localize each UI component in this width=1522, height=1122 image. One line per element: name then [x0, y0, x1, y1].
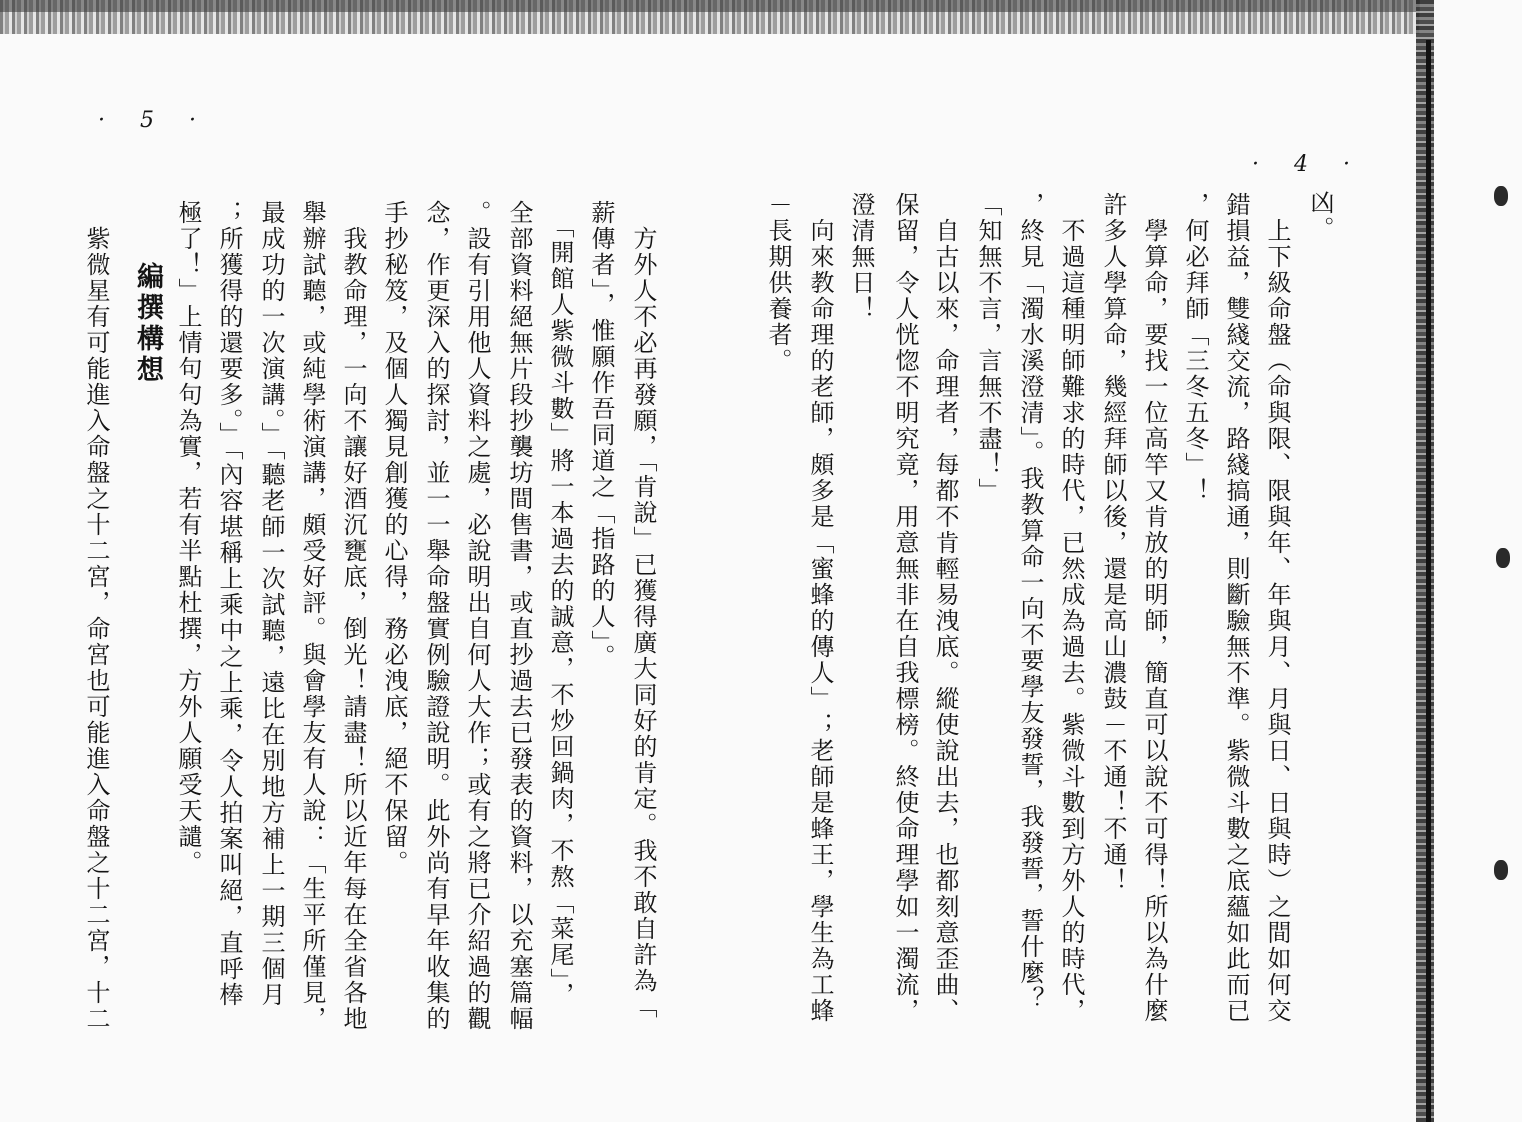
right-binding-edge [1416, 0, 1434, 1122]
text-column: 。設有引用他人資料之處，必說明出自何人大作；或有之將已介紹過的觀 [463, 200, 491, 1032]
top-page-edge-dark [0, 0, 1420, 12]
text-column: 「開館人紫微斗數」將一本過去的誠意，不炒回鍋肉，不熬「菜尾」， [546, 200, 574, 1008]
text-column: ，終見「濁水溪澄清」。我教算命一向不要學友發誓，我發誓，誓什麼？ [1016, 192, 1044, 1012]
page-number-left: · 5 · [98, 108, 210, 133]
ink-speck [1496, 548, 1510, 568]
text-column: 全部資料絕無片段抄襲坊間售書，或直抄過去已發表的資料，以充塞篇幅 [505, 200, 533, 1032]
text-column: 澄清無日！ [847, 192, 875, 322]
text-column: 許多人學算命，幾經拜師以後，還是高山濃鼓－不通！不通！ [1099, 192, 1127, 894]
text-column: 手抄秘笈，及個人獨見創獲的心得，務必洩底，絕不保留。 [380, 200, 408, 876]
text-column: 上下級命盤（命與限、限與年、年與月、月與日、日與時）之間如何交 [1263, 192, 1291, 1024]
text-column: 紫微星有可能進入命盤之十二宮，命宮也可能進入命盤之十二宮，十二 [82, 200, 110, 1032]
page-number-right: · 4 · [1252, 152, 1364, 177]
ink-speck [1494, 186, 1508, 206]
text-column: 學算命，要找一位高竿又肯放的明師，簡直可以說不可得！所以為什麼 [1140, 192, 1168, 1024]
text-column: 不過這種明師難求的時代，已然成為過去。紫微斗數到方外人的時代， [1057, 192, 1085, 1024]
section-title: 編撰構想 [132, 200, 163, 386]
text-column: 保留，令人恍惚不明究竟，用意無非在自我標榜。終使命理學如一濁流， [891, 192, 919, 1024]
text-column: ，何必拜師「三冬五冬」！ [1181, 192, 1209, 504]
text-column: 方外人不必再發願，「肯說」已獲得廣大同好的肯定。我不敢自許為「 [629, 200, 657, 1020]
text-column: 凶。 [1306, 190, 1334, 242]
text-column: 錯損益，雙綫交流，路綫搞通，則斷驗無不準。紫微斗數之底蘊如此而已 [1222, 192, 1250, 1024]
text-column: 薪傳者」，惟願作吾同道之「指路的人」。 [587, 200, 615, 670]
text-column: 舉辦試聽，或純學術演講，頗受好評。與會學友有人說：「生平所僅見， [298, 200, 326, 1032]
text-column: 最成功的一次演講。」「聽老師一次試聽，遠比在別地方補上一期三個月 [257, 200, 285, 1008]
text-column: 念，作更深入的探討，並一一舉命盤實例驗證說明。此外尚有早年收集的 [422, 200, 450, 1032]
text-column: 向來教命理的老師，頗多是「蜜蜂的傳人」；老師是蜂王，學生為工蜂 [806, 192, 834, 1024]
text-column: 「知無不言，言無不盡！」 [974, 192, 1002, 504]
page-number-left-value: 5 [140, 108, 168, 133]
page-number-right-value: 4 [1294, 152, 1322, 177]
text-column: ；所獲得的還要多。」「內容堪稱上乘中之上乘，令人拍案叫絕，直呼棒 [215, 200, 243, 1008]
text-column: －長期供養者。 [764, 192, 792, 374]
text-column: 極了！」上情句句為實，若有半點杜撰，方外人願受天譴。 [174, 200, 202, 876]
ink-speck [1494, 860, 1508, 880]
right-margin-line [1426, 40, 1431, 1122]
text-column: 我教命理，一向不讓好酒沉甕底，倒光！請盡！所以近年每在全省各地 [339, 200, 367, 1032]
text-column: 自古以來，命理者，每都不肯輕易洩底。縱使說出去，也都刻意歪曲、 [931, 192, 959, 1024]
